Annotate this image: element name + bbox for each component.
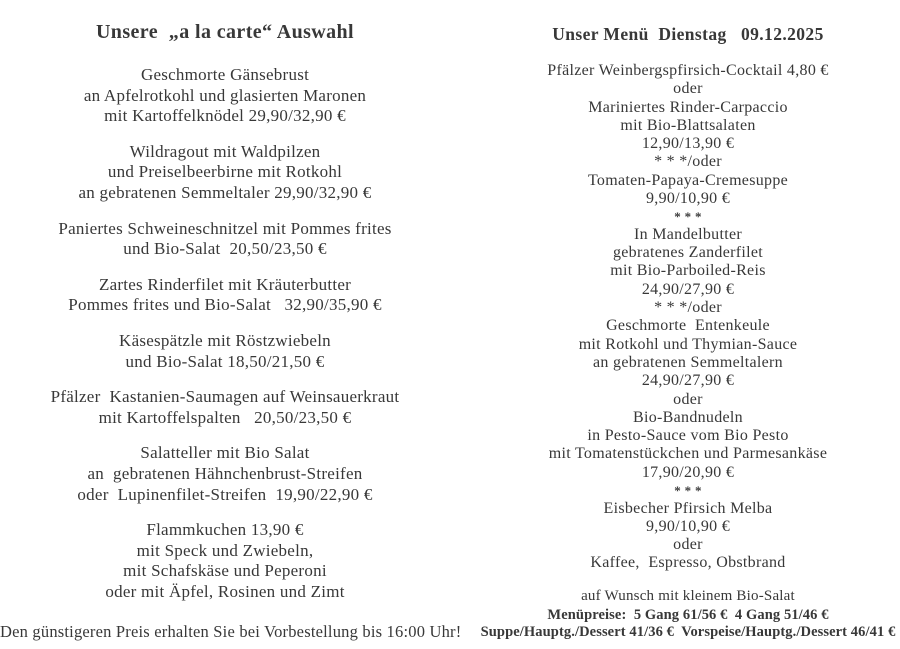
- alacarte-title: Unsere „a la carte“ Auswahl: [95, 21, 355, 43]
- menu-line: 17,90/20,90 €: [641, 463, 735, 481]
- preorder-note: Den günstigeren Preis erhalten Sie bei Vorbestellung bis 16:00 Uhr!: [0, 622, 462, 641]
- menu-line: 9,90/10,90 €: [645, 190, 731, 208]
- dish: [0, 387, 450, 428]
- dish-line: Zartes Rinderfilet mit Kräuterbutter: [98, 274, 352, 294]
- menu-line: oder: [673, 390, 703, 408]
- separator-stars: * * *: [674, 483, 702, 499]
- dish-line: Wildragout mit Waldpilzen: [129, 141, 321, 161]
- menu-line: Pfälzer Weinbergspfirsich-Cocktail 4,80 €: [547, 62, 829, 79]
- dish-line: Geschmorte Gänsebrust: [140, 65, 310, 84]
- dish-line: mit Kartoffelspalten 20,50/23,50 €: [98, 407, 352, 427]
- dish-line: mit Speck und Zwiebeln,: [136, 540, 314, 560]
- menu-line: Eisbecher Pfirsich Melba: [603, 499, 773, 517]
- menu-line: Bio-Bandnudeln: [633, 408, 743, 426]
- menu-line: 24,90/27,90 €: [641, 280, 735, 298]
- dish-line: Pommes frites und Bio-Salat 32,90/35,90 €: [68, 295, 382, 315]
- dish-line: an gebratenen Semmeltaler 29,90/32,90 €: [78, 182, 372, 202]
- menu-line: 9,90/10,90 €: [645, 517, 731, 535]
- alacarte-column: [0, 20, 450, 617]
- dish-line: Pfälzer Kastanien-Saumagen auf Weinsauerkraut: [50, 387, 400, 407]
- menu-line: Kaffee, Espresso, Obstbrand: [590, 554, 786, 572]
- dish-line: oder Lupinenfilet-Streifen 19,90/22,90 €: [77, 484, 373, 504]
- dish-line: an gebratenen Hähnchenbrust-Streifen: [87, 463, 363, 483]
- dish: [0, 331, 450, 372]
- dish: [0, 65, 450, 127]
- price-line: Suppe/Hauptg./Dessert 41/36 € Vorspeise/Hauptg./Dessert 46/41 €: [480, 624, 896, 641]
- menu-prices: [478, 607, 898, 642]
- dish-line: Flammkuchen 13,90 €: [146, 520, 304, 540]
- dish: [0, 443, 450, 505]
- dish: [0, 219, 450, 260]
- daily-menu-title: Unser Menü Dienstag 09.12.2025: [552, 24, 824, 44]
- menu-line: 12,90/13,90 €: [641, 135, 735, 153]
- dish-line: oder mit Äpfel, Rosinen und Zimt: [105, 581, 345, 601]
- dish-line: und Bio-Salat 20,50/23,50 €: [123, 239, 327, 259]
- menu-line: mit Bio-Parboiled-Reis: [610, 262, 766, 280]
- dish-line: und Preiselbeerbirne mit Rotkohl: [107, 162, 343, 182]
- menu-line: in Pesto-Sauce vom Bio Pesto: [587, 427, 789, 445]
- menu-line: mit Rotkohl und Thymian-Sauce: [578, 335, 798, 353]
- menu-line: Tomaten-Papaya-Cremesuppe: [587, 171, 789, 189]
- menu-line: 24,90/27,90 €: [641, 372, 735, 390]
- menu-line: an gebratenen Semmeltalern: [593, 353, 783, 371]
- price-line: Menüpreise: 5 Gang 61/56 € 4 Gang 51/46 €: [547, 606, 829, 623]
- dish-line: mit Kartoffelknödel 29,90/32,90 €: [104, 106, 346, 126]
- alacarte-list: [0, 65, 450, 602]
- dish-line: und Bio-Salat 18,50/21,50 €: [125, 351, 325, 371]
- dish: [0, 275, 450, 316]
- menu-line: oder: [673, 536, 703, 554]
- dish-line: an Apfelrotkohl und glasierten Maronen: [83, 85, 367, 105]
- menu-line: * * */oder: [654, 153, 722, 171]
- dish-line: mit Schafskäse und Peperoni: [123, 561, 327, 581]
- menu-line: Mariniertes Rinder-Carpaccio: [588, 98, 788, 116]
- menu-line: * * */oder: [654, 299, 722, 317]
- menu-lines: [478, 62, 898, 573]
- bio-salat-note: auf Wunsch mit kleinem Bio-Salat: [581, 587, 795, 604]
- menu-line: oder: [673, 80, 703, 98]
- separator-stars: * * *: [674, 209, 702, 225]
- dish-line: Käsespätzle mit Röstzwiebeln: [119, 330, 331, 350]
- dish-line: Salatteller mit Bio Salat: [140, 443, 310, 463]
- daily-menu-column: [478, 24, 898, 641]
- dish: [0, 520, 450, 602]
- dish-line: Paniertes Schweineschnitzel mit Pommes frites: [58, 218, 392, 238]
- menu-line: Geschmorte Entenkeule: [606, 317, 770, 335]
- menu-line: mit Bio-Blattsalaten: [620, 116, 756, 134]
- menu-line: mit Tomatenstückchen und Parmesankäse: [548, 445, 828, 463]
- dish: [0, 142, 450, 204]
- menu-line: gebratenes Zanderfilet: [612, 244, 764, 262]
- menu-line: In Mandelbutter: [633, 225, 743, 243]
